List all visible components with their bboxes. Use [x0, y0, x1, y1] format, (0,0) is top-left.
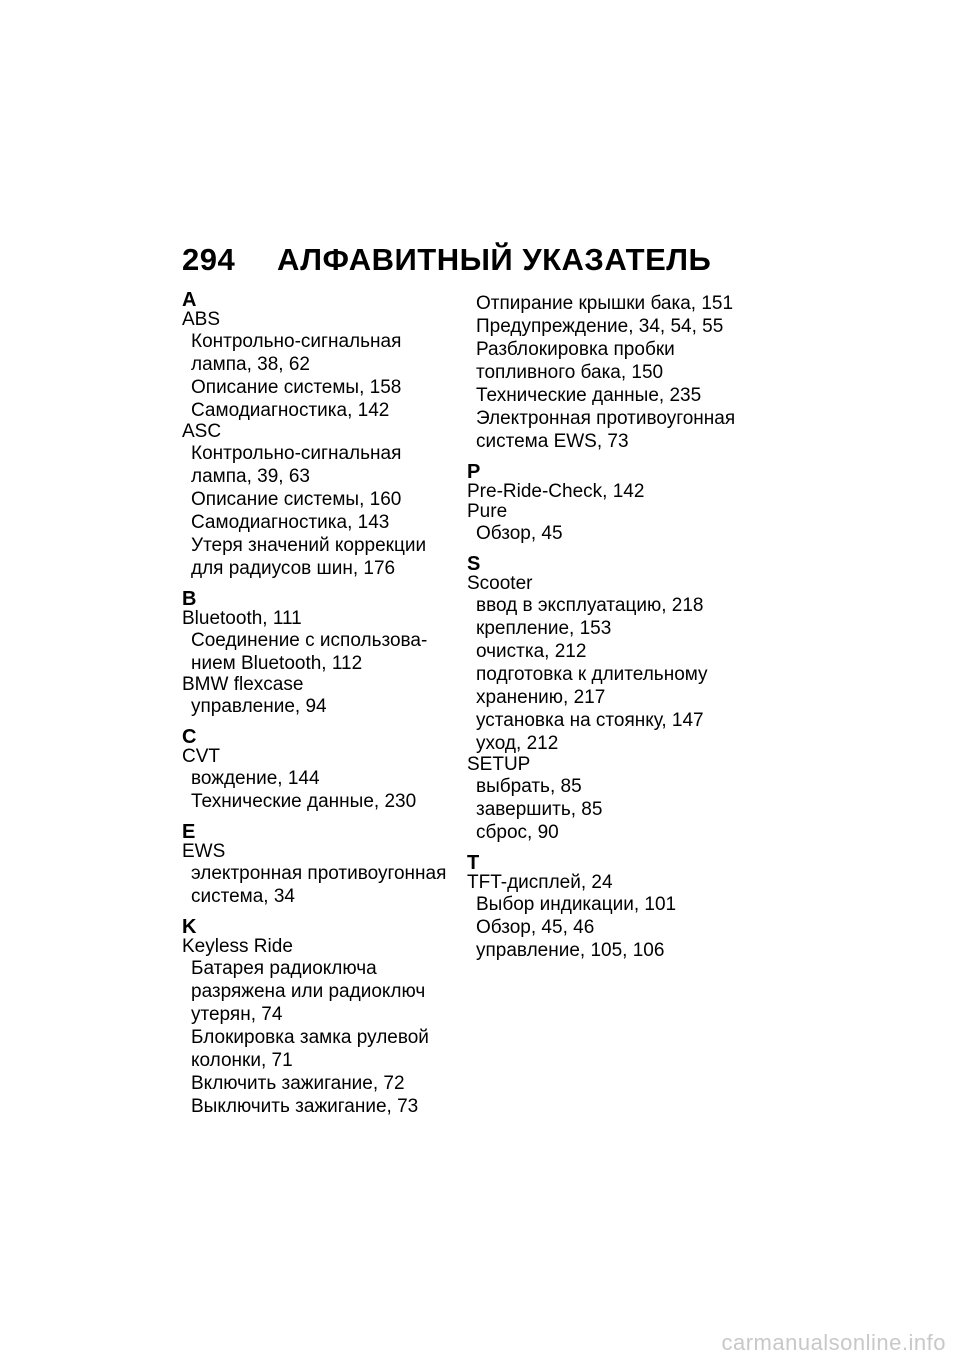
index-subentry: Технические данные, 235 [476, 385, 702, 406]
index-subentry: завершить, 85 [476, 799, 603, 820]
index-subentry: очистка, 212 [476, 641, 587, 662]
index-subentry: Самодиагностика, 143 [191, 512, 390, 533]
index-subentry: Описание системы, 158 [191, 377, 402, 398]
index-subentry: крепление, 153 [476, 618, 612, 639]
index-subentry: Утеря значений коррекции [191, 535, 427, 556]
index-subentry: лампа, 38, 62 [191, 354, 310, 375]
index-term: ASC [182, 421, 222, 442]
index-subentry: нием Bluetooth, 112 [191, 653, 363, 674]
index-letter-heading: C [182, 726, 197, 748]
index-subentry: Включить зажигание, 72 [191, 1073, 405, 1094]
index-subentry: Технические данные, 230 [191, 791, 417, 812]
page-title: АЛФАВИТНЫЙ УКАЗАТЕЛЬ [277, 242, 712, 277]
index-subentry: система EWS, 73 [476, 431, 629, 452]
index-term: Keyless Ride [182, 936, 293, 957]
index-subentry: уход, 212 [476, 733, 559, 754]
index-letter-heading: P [467, 461, 481, 483]
index-subentry: Обзор, 45 [476, 523, 563, 544]
index-term: SETUP [467, 754, 531, 775]
index-subentry: управление, 94 [191, 696, 327, 717]
index-term: BMW flexcase [182, 674, 304, 695]
index-subentry: установка на стоянку, 147 [476, 710, 704, 731]
index-subentry: управление, 105, 106 [476, 940, 665, 961]
index-subentry: Разблокировка пробки [476, 339, 675, 360]
watermark-text: carmanualsonline.info [721, 1330, 946, 1355]
index-subentry: утерян, 74 [191, 1004, 283, 1025]
index-subentry: Контрольно-сигнальная [191, 443, 402, 464]
index-term: ABS [182, 309, 221, 330]
index-subentry: электронная противоугонная [191, 863, 447, 884]
index-subentry: выбрать, 85 [476, 776, 582, 797]
index-column-right [467, 292, 737, 962]
index-subentry: Контрольно-сигнальная [191, 331, 402, 352]
index-subentry: Соединение с использова- [191, 630, 428, 651]
index-subentry: ввод в эксплуатацию, 218 [476, 595, 704, 616]
index-subentry: Отпирание крышки бака, 151 [476, 293, 734, 314]
index-letter-heading: E [182, 821, 196, 843]
index-subentry: вождение, 144 [191, 768, 320, 789]
index-subentry: хранению, 217 [476, 687, 606, 708]
index-column-left [182, 290, 452, 1118]
index-term: CVT [182, 746, 220, 767]
index-subentry: Электронная противоугонная [476, 408, 736, 429]
index-subentry: Блокировка замка рулевой [191, 1027, 429, 1048]
index-subentry: Обзор, 45, 46 [476, 917, 595, 938]
index-letter-heading: S [467, 553, 481, 575]
index-subentry: Описание системы, 160 [191, 489, 402, 510]
index-subentry: подготовка к длительному [476, 664, 708, 685]
page-number: 294 [182, 242, 236, 277]
index-term: TFT-дисплей, 24 [467, 872, 613, 893]
index-subentry: Выключить зажигание, 73 [191, 1096, 419, 1117]
index-subentry: лампа, 39, 63 [191, 466, 310, 487]
index-subentry: колонки, 71 [191, 1050, 293, 1071]
index-subentry: для радиусов шин, 176 [191, 558, 396, 579]
index-term: Pre-Ride-Check, 142 [467, 481, 645, 502]
page-header [182, 242, 711, 278]
index-term: Pure [467, 501, 508, 522]
index-term: Scooter [467, 573, 533, 594]
index-letter-heading: T [467, 852, 480, 874]
index-letter-heading: B [182, 588, 197, 610]
index-subentry: топливного бака, 150 [476, 362, 664, 383]
index-subentry: Выбор индикации, 101 [476, 894, 677, 915]
index-subentry: Предупреждение, 34, 54, 55 [476, 316, 724, 337]
index-subentry: система, 34 [191, 886, 295, 907]
index-subentry: Батарея радиоключа [191, 958, 377, 979]
index-subentry: разряжена или радиоключ [191, 981, 426, 1002]
index-subentry: сброс, 90 [476, 822, 559, 843]
index-term: EWS [182, 841, 226, 862]
index-term: Bluetooth, 111 [182, 608, 302, 629]
index-letter-heading: K [182, 916, 197, 938]
index-subentry: Самодиагностика, 142 [191, 400, 390, 421]
index-letter-heading: A [182, 289, 197, 311]
